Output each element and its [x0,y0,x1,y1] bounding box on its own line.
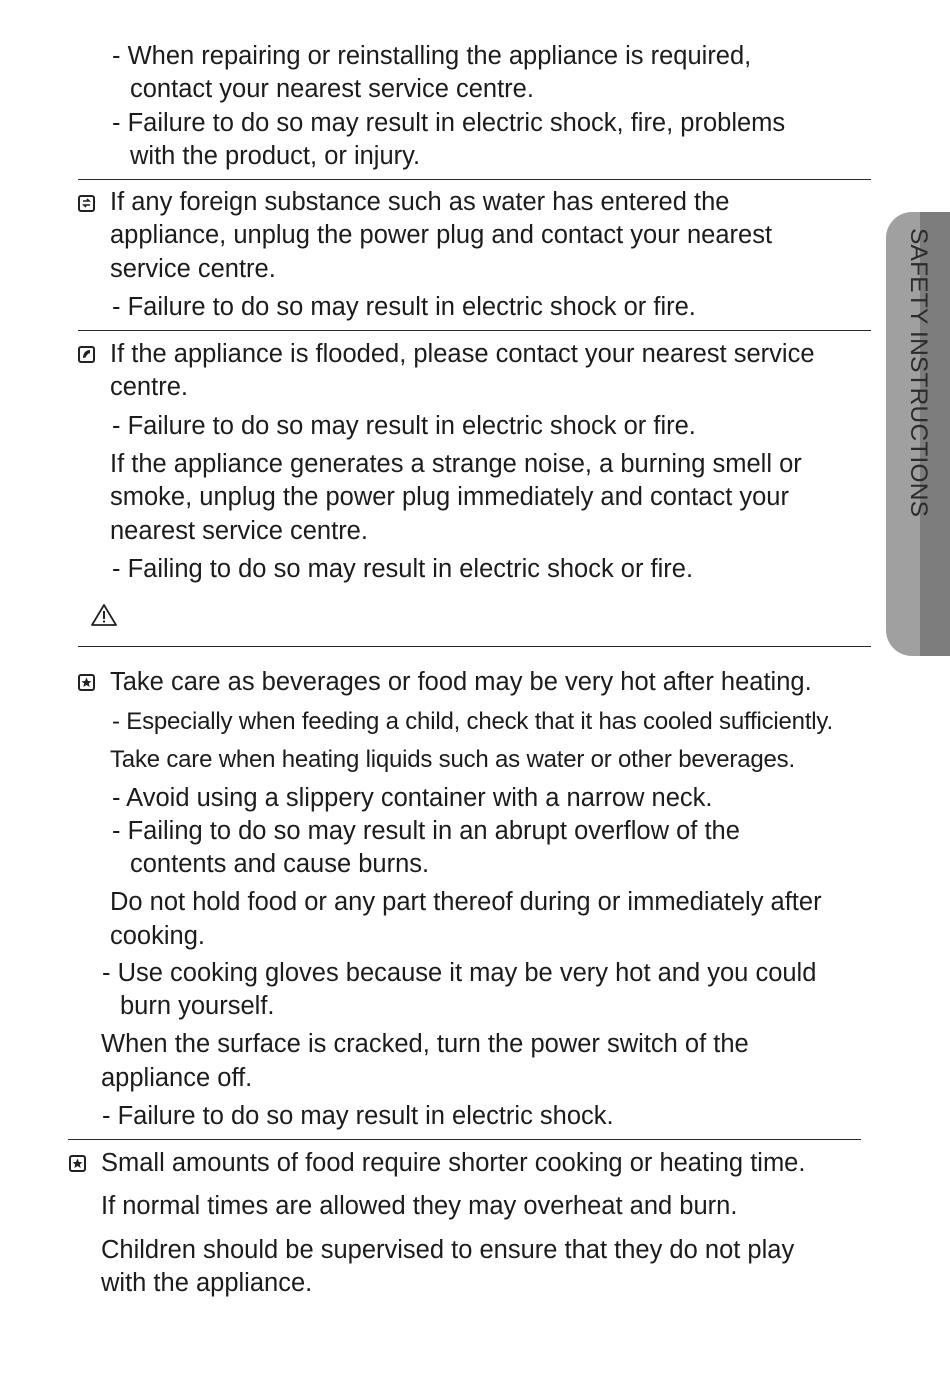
flooded-line1: If the appliance is flooded, please contact your nearest service [110,340,815,368]
feeding-child-note: - Especially when feeding a child, check that it has cooled sufficiently. [112,708,833,735]
section-divider [78,646,871,647]
gloves-note-line1: - Use cooking gloves because it may be very hot and you could [102,959,817,987]
foreign-substance-line2: appliance, unplug the power plug and contact your nearest [110,221,773,249]
strange-noise-failure: - Failing to do so may result in electric shock or fire. [112,555,694,583]
slippery-container-note: - Avoid using a slippery container with a narrow neck. [112,784,713,812]
overheat-note: If normal times are allowed they may overheat and burn. [101,1192,738,1220]
important-star-icon [78,674,95,691]
foreign-substance-failure: - Failure to do so may result in electric shock or fire. [112,293,696,321]
section-label: SAFETY INSTRUCTIONS [905,228,932,518]
small-amounts-warning: Small amounts of food require shorter cooking or heating time. [101,1149,806,1177]
foreign-substance-line3: service centre. [110,255,276,283]
overflow-note-line1: - Failing to do so may result in an abrupt overflow of the [112,817,740,845]
section-divider [78,330,871,331]
surface-cracked-line1: When the surface is cracked, turn the power switch of the [101,1030,749,1058]
call-service-icon [78,346,95,363]
caution-triangle-icon [90,603,118,627]
bullet-failure-line1: - Failure to do so may result in electric shock, fire, problems [112,109,786,137]
bullet-repair-line2: contact your nearest service centre. [130,75,534,103]
surface-cracked-line2: appliance off. [101,1064,253,1092]
heating-liquids-warning: Take care when heating liquids such as water or other beverages. [110,746,795,773]
surface-cracked-failure: - Failure to do so may result in electric shock. [102,1102,614,1130]
strange-noise-line3: nearest service centre. [110,517,368,545]
section-divider [68,1139,861,1140]
strange-noise-line2: smoke, unplug the power plug immediately and contact your [110,483,789,511]
hold-food-line2: cooking. [110,922,205,950]
gloves-note-line2: burn yourself. [120,992,275,1020]
section-divider [78,179,871,180]
bullet-failure-line2: with the product, or injury. [130,142,421,170]
strange-noise-line1: If the appliance generates a strange noise, a burning smell or [110,450,802,478]
overflow-note-line2: contents and cause burns. [130,850,430,878]
hold-food-line1: Do not hold food or any part thereof during or immediately after [110,888,822,916]
foreign-substance-line1: If any foreign substance such as water has entered the [110,188,730,216]
important-star-icon [69,1155,86,1172]
children-supervised-line2: with the appliance. [101,1269,313,1297]
unplug-icon [78,195,95,212]
flooded-line2: centre. [110,373,188,401]
flooded-failure: - Failure to do so may result in electric shock or fire. [112,412,696,440]
children-supervised-line1: Children should be supervised to ensure that they do not play [101,1236,795,1264]
bullet-repair-line1: - When repairing or reinstalling the appliance is required, [112,42,752,70]
hot-beverages-warning: Take care as beverages or food may be very hot after heating. [110,668,812,696]
